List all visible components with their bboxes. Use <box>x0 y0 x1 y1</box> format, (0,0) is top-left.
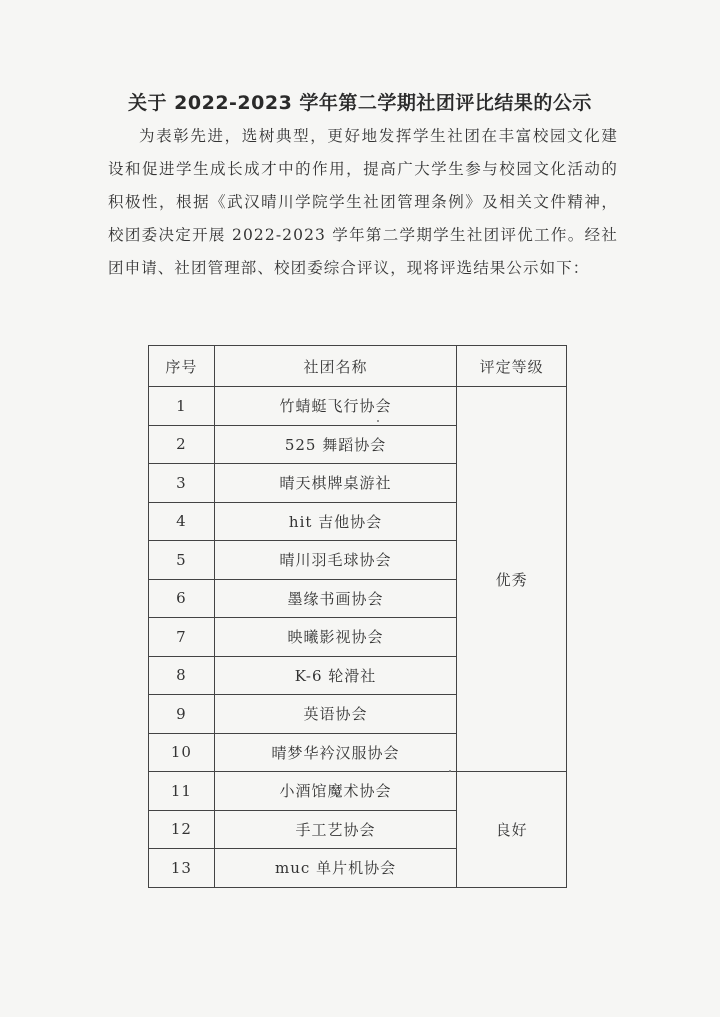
row-club-name: 晴川羽毛球协会 <box>214 541 456 580</box>
row-club-name: 英语协会 <box>214 695 456 734</box>
intro-paragraph: 为表彰先进，选树典型，更好地发挥学生社团在丰富校园文化建设和促进学生成长成才中的作用，提高广大学生参与校园文化活动的积极性，根据《武汉晴川学院学生社团管理条例》及相关文件精神，校团委决定开展 2022-2023 学年第二学期学生社团评优工作。经社团申请、社团管理部、校团委综合评议，现将评选结果公示如下： <box>108 127 618 277</box>
row-club-name: muc 单片机协会 <box>214 849 456 888</box>
row-serial-number: 5 <box>149 541 215 580</box>
table-row <box>149 772 567 811</box>
row-grade: 良好 <box>457 772 567 888</box>
header-club-name: 社团名称 <box>214 346 456 387</box>
row-serial-number: 2 <box>149 425 215 464</box>
row-serial-number: 8 <box>149 656 215 695</box>
document-body <box>108 120 618 285</box>
row-serial-number: 4 <box>149 502 215 541</box>
row-serial-number: 3 <box>149 464 215 503</box>
header-grade: 评定等级 <box>457 346 567 387</box>
row-club-name: 手工艺协会 <box>214 810 456 849</box>
row-serial-number: 11 <box>149 772 215 811</box>
row-club-name: 竹蜻蜓飞行协会 <box>214 387 456 426</box>
document-title: 关于 2022-2023 学年第二学期社团评比结果的公示 <box>128 92 592 114</box>
club-results-table <box>148 345 567 888</box>
row-serial-number: 7 <box>149 618 215 657</box>
scan-speck <box>449 770 451 772</box>
row-serial-number: 13 <box>149 849 215 888</box>
row-club-name: hit 吉他协会 <box>214 502 456 541</box>
row-serial-number: 9 <box>149 695 215 734</box>
row-serial-number: 6 <box>149 579 215 618</box>
row-grade: 优秀 <box>457 387 567 772</box>
header-serial-number: 序号 <box>149 346 215 387</box>
row-club-name: 映曦影视协会 <box>214 618 456 657</box>
scan-speck <box>377 420 379 422</box>
row-club-name: K-6 轮滑社 <box>214 656 456 695</box>
row-club-name: 525 舞蹈协会 <box>214 425 456 464</box>
row-club-name: 晴梦华衿汉服协会 <box>214 733 456 772</box>
table-row <box>149 387 567 426</box>
row-club-name: 墨缘书画协会 <box>214 579 456 618</box>
row-club-name: 小酒馆魔术协会 <box>214 772 456 811</box>
row-serial-number: 10 <box>149 733 215 772</box>
row-serial-number: 12 <box>149 810 215 849</box>
table-body <box>149 387 567 888</box>
row-serial-number: 1 <box>149 387 215 426</box>
table-header-row <box>149 346 567 387</box>
row-club-name: 晴天棋牌桌游社 <box>214 464 456 503</box>
